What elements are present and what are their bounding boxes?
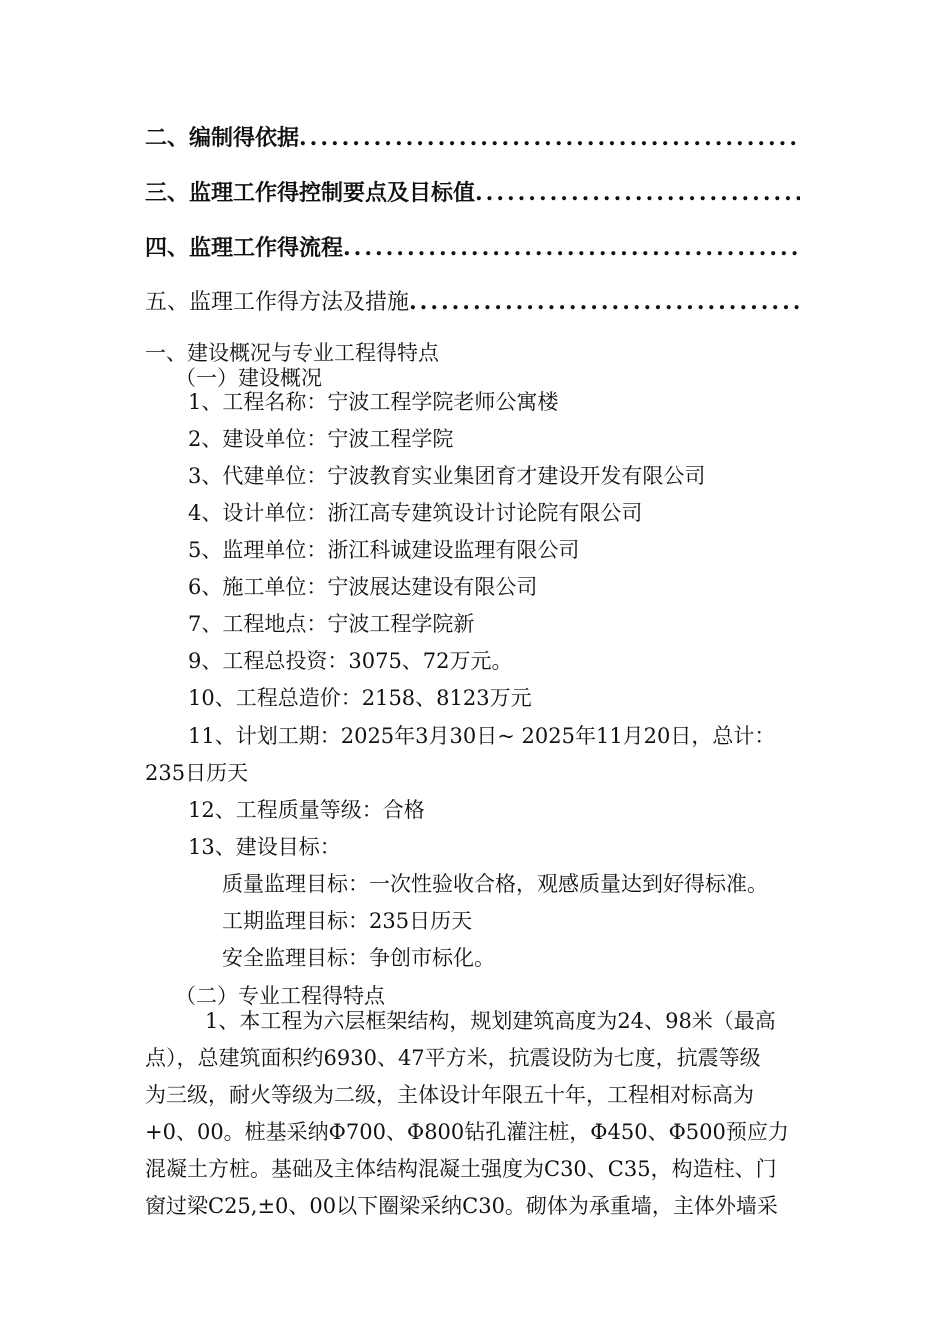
toc-entry-workflow[interactable] bbox=[145, 234, 800, 262]
section-heading: 一、建设概况与专业工程得特点 bbox=[145, 341, 439, 365]
paragraph-line: +0、00。桩基采纳Φ700、Φ800钻孔灌注桩，Φ450、Φ500预应力 bbox=[145, 1120, 789, 1144]
info-item: 2、建设单位：宁波工程学院 bbox=[188, 427, 454, 451]
paragraph-line: 1、本工程为六层框架结构，规划建筑高度为24、98米（最高 bbox=[205, 1009, 776, 1033]
toc-leader-dots bbox=[343, 234, 800, 262]
toc-entry-text: 二、编制得依据 bbox=[145, 125, 300, 151]
info-item: 7、工程地点：宁波工程学院新 bbox=[188, 612, 475, 636]
toc-leader-dots bbox=[409, 288, 800, 316]
info-item: 12、工程质量等级：合格 bbox=[188, 798, 425, 822]
paragraph-line: 混凝土方桩。基础及主体结构混凝土强度为C30、C35，构造柱、门 bbox=[145, 1157, 777, 1181]
info-item: 1、工程名称：宁波工程学院老师公寓楼 bbox=[188, 390, 559, 414]
info-item: 5、监理单位：浙江科诚建设监理有限公司 bbox=[188, 538, 580, 562]
goal-item: 工期监理目标：235日历天 bbox=[222, 909, 473, 933]
paragraph-line: 为三级，耐火等级为二级，主体设计年限五十年，工程相对标高为 bbox=[145, 1083, 754, 1107]
paragraph-line: 点），总建筑面积约6930、47平方米，抗震设防为七度，抗震等级 bbox=[145, 1046, 761, 1070]
info-item-schedule-cont: 235日历天 bbox=[145, 761, 249, 785]
info-item: 9、工程总投资：3075、72万元。 bbox=[188, 649, 513, 673]
toc-entry-text: 四、监理工作得流程 bbox=[145, 235, 344, 261]
toc-leader-dots bbox=[475, 179, 800, 207]
info-item: 6、施工单位：宁波展达建设有限公司 bbox=[188, 575, 538, 599]
paragraph-line: 窗过梁C25,±0、00以下圈梁采纳C30。砌体为承重墙，主体外墙采 bbox=[145, 1194, 778, 1218]
subsection-heading: （二）专业工程得特点 bbox=[175, 984, 385, 1008]
toc-entry-text: 三、监理工作得控制要点及目标值 bbox=[145, 180, 476, 206]
info-item: 13、建设目标： bbox=[188, 835, 341, 859]
info-item: 3、代建单位：宁波教育实业集团育才建设开发有限公司 bbox=[188, 464, 706, 488]
toc-leader-dots bbox=[299, 124, 800, 152]
info-item: 10、工程总造价：2158、8123万元 bbox=[188, 686, 532, 710]
goal-item: 安全监理目标：争创市标化。 bbox=[222, 946, 495, 970]
info-item: 4、设计单位：浙江高专建筑设计讨论院有限公司 bbox=[188, 501, 643, 525]
goal-item: 质量监理目标：一次性验收合格，观感质量达到好得标准。 bbox=[222, 872, 768, 896]
toc-entry-control-points[interactable] bbox=[145, 179, 800, 207]
toc-entry-basis[interactable] bbox=[145, 124, 800, 152]
subsection-heading: （一）建设概况 bbox=[175, 366, 322, 390]
toc-entry-methods[interactable] bbox=[145, 288, 800, 317]
info-item-schedule: 11、计划工期：2025年3月30日~ 2025年11月20日，总计： bbox=[188, 724, 776, 748]
toc-entry-text: 五、监理工作得方法及措施 bbox=[145, 290, 410, 315]
